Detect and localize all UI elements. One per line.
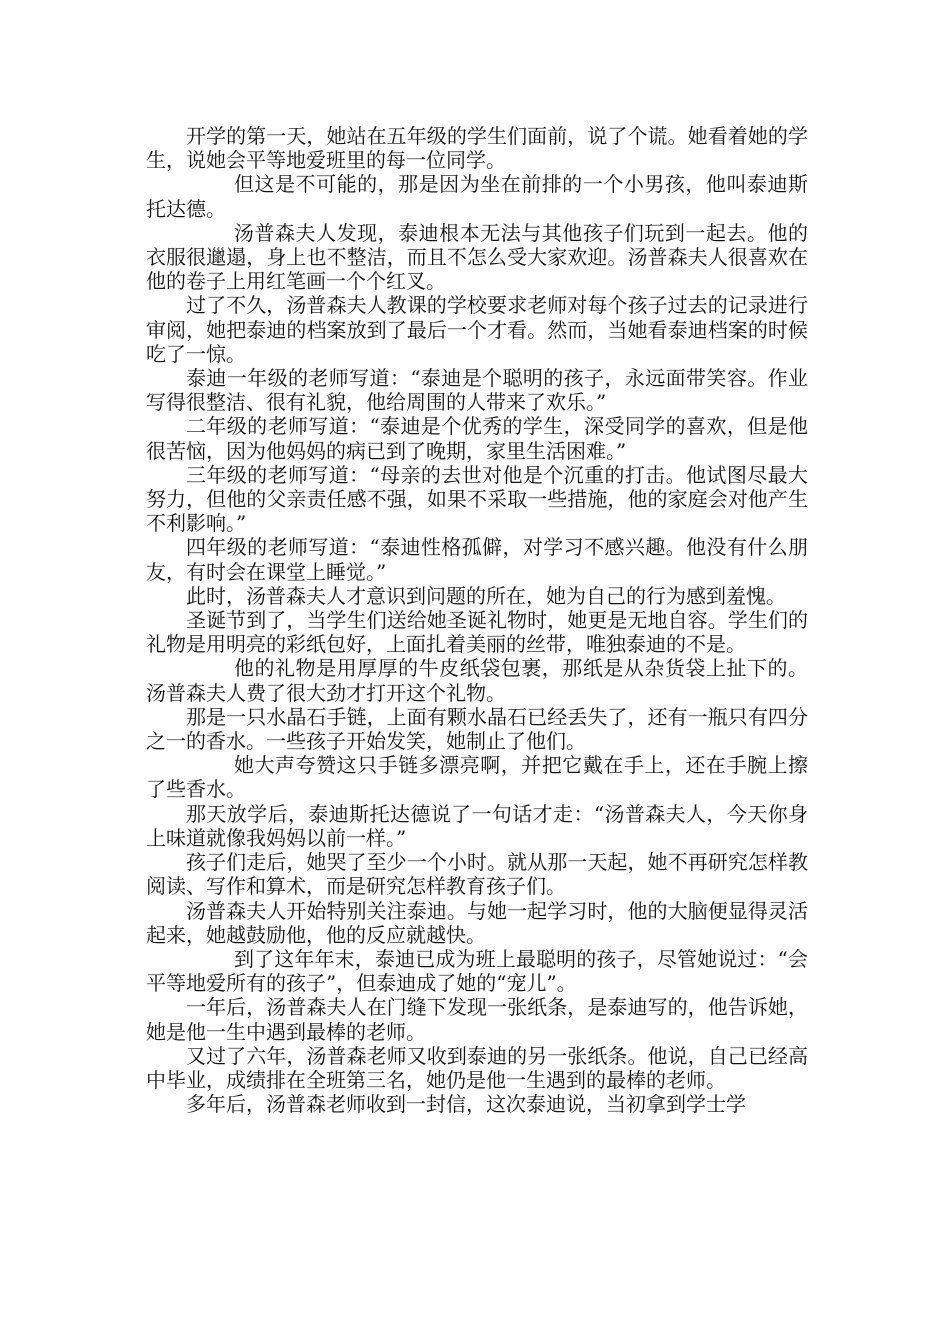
paragraph-15: 孩子们走后，她哭了至少一个小时。就从那一天起，她不再研究怎样教阅读、写作和算术，而是研究怎样教育孩子们。: [146, 850, 808, 899]
paragraph-1: 开学的第一天，她站在五年级的学生们面前，说了个谎。她看着她的学生，说她会平等地爱班里的每一位同学。: [146, 124, 808, 173]
paragraph-7: 三年级的老师写道：“母亲的去世对他是个沉重的打击。他试图尽最大努力，但他的父亲责任感不强，如果不采取一些措施，他的家庭会对他产生不利影响。”: [146, 462, 808, 536]
story-text: [146, 124, 808, 1116]
paragraph-20: 多年后，汤普森老师收到一封信，这次泰迪说，当初拿到学士学: [186, 1092, 746, 1117]
paragraph-5: 泰迪一年级的老师写道：“泰迪是个聪明的孩子，永远面带笑容。作业写得很整洁、很有礼貌，他给周围的人带来了欢乐。”: [146, 366, 808, 415]
paragraph-4: 过了不久，汤普森夫人教课的学校要求老师对每个孩子过去的记录进行审阅，她把泰迪的档案放到了最后一个才看。然而，当她看泰迪档案的时候吃了一惊。: [146, 293, 808, 366]
paragraph-3: 汤普森夫人发现，泰迪根本无法与其他孩子们玩到一起去。他的衣服很邋遢，身上也不整洁，而且不怎么受大家欢迎。汤普森夫人很喜欢在他的卷子上用红笔画一个个红叉。: [146, 220, 808, 294]
paragraph-12: 那是一只水晶石手链，上面有颗水晶石已经丢失了，还有一瓶只有四分之一的香水。一些孩子开始发笑，她制止了他们。: [146, 704, 808, 754]
paragraph-14: 那天放学后，泰迪斯托达德说了一句话才走：“汤普森夫人，今天你身上味道就像我妈妈以前一样。”: [146, 801, 808, 850]
paragraph-2: 但这是不可能的，那是因为坐在前排的一个小男孩，他叫泰迪斯托达德。: [146, 172, 808, 221]
paragraph-10: 圣诞节到了，当学生们送给她圣诞礼物时，她更是无地自容。学生们的礼物是用明亮的彩纸包好，上面扎着美丽的丝带，唯独泰迪的不是。: [146, 608, 808, 657]
paragraph-19: 又过了六年，汤普森老师又收到泰迪的另一张纸条。他说，自己已经高中毕业，成绩排在全班第三名，她仍是他一生遇到的最棒的老师。: [146, 1043, 808, 1092]
paragraph-11: 他的礼物是用厚厚的牛皮纸袋包裹，那纸是从杂货袋上扯下的。汤普森夫人费了很大劲才打开这个礼物。: [146, 656, 808, 705]
paragraph-6: 二年级的老师写道：“泰迪是个优秀的学生，深受同学的喜欢，但是他很苦恼，因为他妈妈的病已到了晚期，家里生活困难。”: [146, 414, 808, 463]
paragraph-9: 此时，汤普森夫人才意识到问题的所在，她为自己的行为感到羞愧。: [186, 583, 786, 608]
paragraph-16: 汤普森夫人开始特别关注泰迪。与她一起学习时，他的大脑便显得灵活起来，她越鼓励他，他的反应就越快。: [146, 898, 808, 947]
paragraph-17: 到了这年年末，泰迪已成为班上最聪明的孩子，尽管她说过：“会平等地爱所有的孩子”，但泰迪成了她的“宠儿”。: [146, 946, 808, 996]
paragraph-13: 她大声夸赞这只手链多漂亮啊，并把它戴在手上，还在手腕上擦了些香水。: [146, 753, 808, 802]
paragraph-18: 一年后，汤普森夫人在门缝下发现一张纸条，是泰迪写的，他告诉她，她是他一生中遇到最棒的老师。: [146, 995, 808, 1044]
paragraph-8: 四年级的老师写道：“泰迪性格孤僻，对学习不感兴趣。他没有什么朋友，有时会在课堂上睡觉。”: [146, 535, 808, 584]
